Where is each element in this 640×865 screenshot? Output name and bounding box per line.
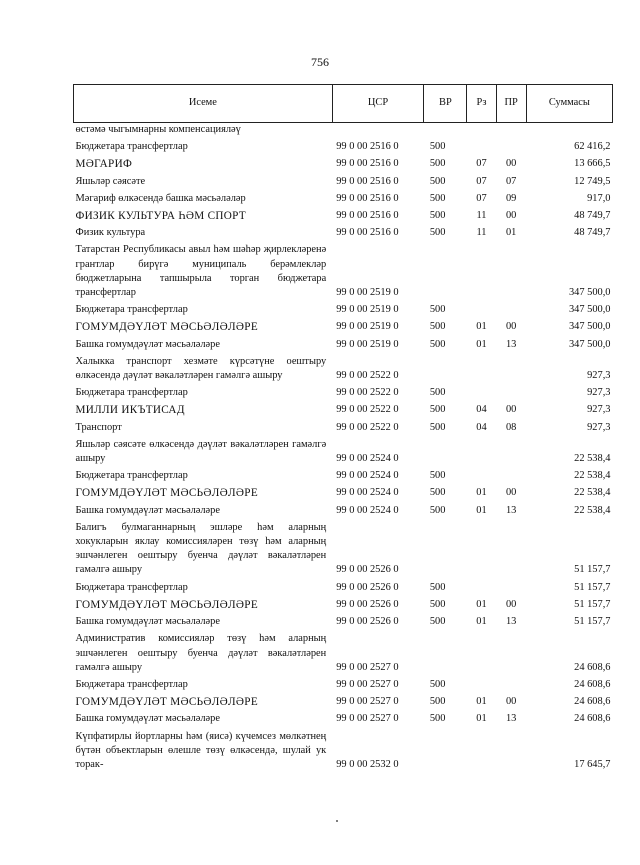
cell-rz (467, 728, 496, 774)
cell-pr (496, 123, 526, 139)
cell-rz: 01 (476, 696, 487, 708)
cell-pr (496, 242, 526, 302)
page-number: 756 (311, 55, 329, 69)
cell-vr: 500 (429, 321, 446, 333)
cell-sum: 917,0 (587, 192, 611, 204)
cell-name: ГОМУМДӘҮЛӘТ МӘСЬӘЛӘЛӘРЕ (75, 321, 258, 334)
table-row (74, 694, 613, 711)
table-row (74, 225, 613, 242)
cell-csr: 99 0 00 2519 0 (336, 338, 399, 350)
cell-csr: 99 0 00 2522 0 (336, 370, 399, 382)
cell-pr: 00 (505, 404, 517, 416)
table-row (74, 419, 613, 436)
cell-name: Бюджетара трансфертлар (75, 581, 188, 593)
cell-vr: 500 (429, 210, 446, 222)
cell-csr: 99 0 00 2516 0 (336, 227, 399, 239)
table-row (74, 631, 613, 677)
cell-vr: 500 (429, 192, 446, 204)
cell-rz (467, 123, 496, 139)
cell-csr: 99 0 00 2526 0 (336, 564, 399, 576)
cell-csr: 99 0 00 2516 0 (336, 210, 399, 222)
cell-sum: 927,3 (587, 387, 611, 399)
cell-rz: 01 (476, 598, 487, 610)
cell-name: Бюджетара трансфертлар (75, 141, 188, 153)
cell-vr: 500 (429, 713, 446, 725)
cell-name: ГОМУМДӘҮЛӘТ МӘСЬӘЛӘЛӘРЕ (75, 487, 258, 500)
cell-sum: 22 538,4 (574, 470, 611, 482)
cell-name: Күпфатирлы йортларны һәм (яисә) күчемсез мөлкәтнең бүтән объектларын өлешле төзү өлкәсендә, шулай ук торак- (75, 730, 327, 770)
cell-csr: 99 0 00 2527 0 (336, 696, 399, 708)
cell-rz (467, 242, 496, 302)
cell-vr (424, 519, 467, 579)
cell-sum: 347 500,0 (568, 321, 611, 333)
cell-vr: 500 (429, 598, 446, 610)
table-row (74, 596, 613, 613)
cell-vr (424, 436, 467, 467)
cell-csr: 99 0 00 2527 0 (336, 678, 399, 690)
cell-sum: 927,3 (587, 421, 611, 433)
cell-rz (467, 139, 496, 156)
table-row (74, 123, 613, 139)
table-row (74, 436, 613, 467)
cell-name: Административ комиссияләр төзү һәм аларның эшчәнлеген оештыру буенча дәүләт вәкаләтләрен гамәлгә ашыру (75, 633, 327, 673)
budget-table (73, 84, 613, 774)
cell-pr: 00 (505, 696, 517, 708)
cell-sum: 48 749,7 (574, 210, 611, 222)
table-row (74, 336, 613, 353)
cell-rz: 11 (476, 210, 487, 222)
cell-sum: 51 157,7 (574, 598, 611, 610)
cell-vr (424, 123, 467, 139)
cell-csr: 99 0 00 2519 0 (336, 304, 399, 316)
cell-csr: 99 0 00 2516 0 (336, 175, 399, 187)
cell-vr: 500 (429, 175, 446, 187)
cell-vr: 500 (429, 616, 446, 628)
cell-name: Башка гомумдәүләт мәсьәләләре (75, 504, 220, 516)
cell-sum: 927,3 (587, 370, 611, 382)
cell-rz (467, 468, 496, 485)
cell-name: Татарстан Республикасы авыл һәм шәһәр җирлекләренә грантлар бирүгә муниципаль берәмлекләр бюджетларына тапшырыла торган бюджетара трансфертлар (75, 244, 327, 299)
cell-sum: 62 416,2 (574, 141, 611, 153)
cell-sum: 24 608,6 (574, 713, 611, 725)
cell-sum: 17 645,7 (574, 758, 611, 770)
table-row (74, 190, 613, 207)
cell-pr (496, 385, 526, 402)
cell-pr: 13 (505, 713, 517, 725)
cell-vr: 500 (429, 304, 446, 316)
cell-vr: 500 (429, 338, 446, 350)
cell-rz: 01 (476, 338, 487, 350)
table-row (74, 468, 613, 485)
cell-name: Яшьләр сәясәте өлкәсендә дәүләт вәкаләтләрен гамәлгә ашыру (75, 438, 327, 465)
cell-sum: 51 157,7 (574, 616, 611, 628)
table-row (74, 242, 613, 302)
cell-sum: 347 500,0 (568, 287, 611, 299)
page-mark (336, 820, 338, 822)
cell-pr: 13 (505, 338, 517, 350)
table-row (74, 353, 613, 384)
cell-sum: 13 666,5 (574, 158, 611, 170)
table-row (74, 173, 613, 190)
cell-rz: 07 (476, 175, 487, 187)
cell-pr: 07 (505, 175, 517, 187)
table-row (74, 385, 613, 402)
cell-vr: 500 (429, 421, 446, 433)
cell-rz (467, 631, 496, 677)
cell-csr: 99 0 00 2522 0 (336, 421, 399, 433)
cell-vr: 500 (429, 387, 446, 399)
cell-vr: 500 (429, 487, 446, 499)
cell-sum: 347 500,0 (568, 338, 611, 350)
cell-sum: 24 608,6 (574, 696, 611, 708)
table-row (74, 519, 613, 579)
cell-name: өстәмә чыгымнарны компенсацияләү (75, 124, 241, 135)
cell-sum: 48 749,7 (574, 227, 611, 239)
header-sum: Суммасы (526, 85, 612, 123)
cell-vr (424, 242, 467, 302)
cell-vr: 500 (429, 158, 446, 170)
cell-sum: 927,3 (587, 404, 611, 416)
cell-name: Яшьләр сәясәте (75, 175, 146, 187)
cell-pr (496, 302, 526, 319)
cell-pr: 00 (505, 598, 517, 610)
cell-rz: 01 (476, 616, 487, 628)
cell-csr: 99 0 00 2524 0 (336, 453, 399, 465)
cell-sum: 12 749,5 (574, 175, 611, 187)
cell-pr: 00 (505, 210, 517, 222)
cell-name: Бюджетара трансфертлар (75, 678, 188, 690)
cell-name: Бюджетара трансфертлар (75, 304, 188, 316)
cell-name: Мәгариф өлкәсендә башка мәсьәләләр (75, 192, 246, 204)
cell-csr: 99 0 00 2524 0 (336, 470, 399, 482)
cell-csr: 99 0 00 2524 0 (336, 504, 399, 516)
table-row (74, 208, 613, 225)
cell-vr: 500 (429, 504, 446, 516)
cell-vr: 500 (429, 678, 446, 690)
cell-csr: 99 0 00 2526 0 (336, 616, 399, 628)
cell-rz: 04 (476, 404, 487, 416)
table-row (74, 614, 613, 631)
cell-vr: 500 (429, 581, 446, 593)
cell-csr (332, 123, 424, 139)
cell-pr (496, 728, 526, 774)
cell-pr (496, 139, 526, 156)
cell-csr: 99 0 00 2522 0 (336, 404, 399, 416)
cell-vr: 500 (429, 696, 446, 708)
cell-name: Бюджетара трансфертлар (75, 470, 188, 482)
cell-name: Башка гомумдәүләт мәсьәләләре (75, 616, 220, 628)
table-row (74, 502, 613, 519)
cell-pr: 00 (505, 158, 517, 170)
cell-csr: 99 0 00 2519 0 (336, 321, 399, 333)
cell-vr (424, 728, 467, 774)
cell-rz (467, 385, 496, 402)
header-name: Исеме (74, 85, 333, 123)
cell-name: Физик культура (75, 227, 146, 239)
table-body (74, 123, 613, 774)
cell-sum (526, 123, 612, 139)
header-csr: ЦСР (332, 85, 424, 123)
cell-csr: 99 0 00 2524 0 (336, 487, 399, 499)
cell-rz (467, 676, 496, 693)
cell-sum: 24 608,6 (574, 661, 611, 673)
cell-name: Балигъ булмаганнарның эшләре һәм аларның хокукларын яклау комиссияләрен төзү һәм аларның эшчәнлеген оештыру буенча дәүләт вәкаләтләрен гамәлгә ашыру (75, 521, 327, 576)
cell-rz: 01 (476, 713, 487, 725)
cell-csr: 99 0 00 2516 0 (336, 158, 399, 170)
cell-sum: 22 538,4 (574, 487, 611, 499)
cell-pr (496, 468, 526, 485)
cell-rz: 07 (476, 192, 487, 204)
table-row (74, 579, 613, 596)
cell-pr (496, 519, 526, 579)
cell-pr (496, 631, 526, 677)
cell-pr (496, 579, 526, 596)
cell-vr: 500 (429, 404, 446, 416)
cell-pr: 13 (505, 504, 517, 516)
table-row (74, 485, 613, 502)
cell-sum: 22 538,4 (574, 504, 611, 516)
cell-sum: 347 500,0 (568, 304, 611, 316)
cell-rz: 01 (476, 321, 487, 333)
cell-rz (467, 436, 496, 467)
cell-rz: 07 (476, 158, 487, 170)
table-header (74, 85, 613, 123)
cell-csr: 99 0 00 2526 0 (336, 598, 399, 610)
cell-rz: 01 (476, 504, 487, 516)
cell-rz (467, 353, 496, 384)
cell-pr: 00 (505, 321, 517, 333)
table-row (74, 711, 613, 728)
header-vr: ВР (424, 85, 467, 123)
table-row (74, 402, 613, 419)
cell-rz: 04 (476, 421, 487, 433)
cell-pr (496, 676, 526, 693)
cell-rz (467, 579, 496, 596)
cell-sum: 51 157,7 (574, 564, 611, 576)
cell-rz: 01 (476, 487, 487, 499)
cell-csr: 99 0 00 2527 0 (336, 713, 399, 725)
cell-pr (496, 436, 526, 467)
cell-vr (424, 631, 467, 677)
cell-name: ГОМУМДӘҮЛӘТ МӘСЬӘЛӘЛӘРЕ (75, 598, 258, 611)
cell-name: Халыкка транспорт хезмәте күрсәтүне оештыру өлкәсендә дәүләт вәкаләтләрен гамәлгә ашыру (75, 355, 327, 382)
cell-rz: 11 (476, 227, 487, 239)
cell-vr: 500 (429, 470, 446, 482)
cell-vr (424, 353, 467, 384)
table-row (74, 319, 613, 336)
header-pr: ПР (496, 85, 526, 123)
header-rz: Рз (467, 85, 496, 123)
cell-csr: 99 0 00 2516 0 (336, 141, 399, 153)
table-row (74, 139, 613, 156)
cell-name: ГОМУМДӘҮЛӘТ МӘСЬӘЛӘЛӘРЕ (75, 696, 258, 709)
cell-csr: 99 0 00 2532 0 (336, 758, 399, 770)
table-row (74, 302, 613, 319)
cell-name: МӘГАРИФ (75, 158, 133, 171)
cell-name: ФИЗИК КУЛЬТУРА ҺӘМ СПОРТ (75, 210, 246, 223)
cell-sum: 24 608,6 (574, 678, 611, 690)
cell-name: МИЛЛИ ИКЪТИСАД (75, 404, 185, 417)
cell-sum: 51 157,7 (574, 581, 611, 593)
table-row (74, 676, 613, 693)
cell-rz (467, 302, 496, 319)
cell-csr: 99 0 00 2516 0 (336, 192, 399, 204)
cell-csr: 99 0 00 2527 0 (336, 661, 399, 673)
cell-pr: 08 (505, 421, 517, 433)
cell-rz (467, 519, 496, 579)
cell-pr: 01 (505, 227, 517, 239)
cell-name: Башка гомумдәүләт мәсьәләләре (75, 713, 220, 725)
table-row (74, 728, 613, 774)
cell-name: Башка гомумдәүләт мәсьәләләре (75, 338, 220, 350)
cell-pr: 00 (505, 487, 517, 499)
cell-pr: 13 (505, 616, 517, 628)
table-row (74, 156, 613, 173)
cell-vr: 500 (429, 141, 446, 153)
cell-vr: 500 (429, 227, 446, 239)
cell-pr (496, 353, 526, 384)
cell-pr: 09 (505, 192, 517, 204)
cell-csr: 99 0 00 2526 0 (336, 581, 399, 593)
cell-csr: 99 0 00 2522 0 (336, 387, 399, 399)
cell-name: Бюджетара трансфертлар (75, 387, 188, 399)
cell-name: Транспорт (75, 421, 122, 433)
cell-sum: 22 538,4 (574, 453, 611, 465)
cell-csr: 99 0 00 2519 0 (336, 287, 399, 299)
